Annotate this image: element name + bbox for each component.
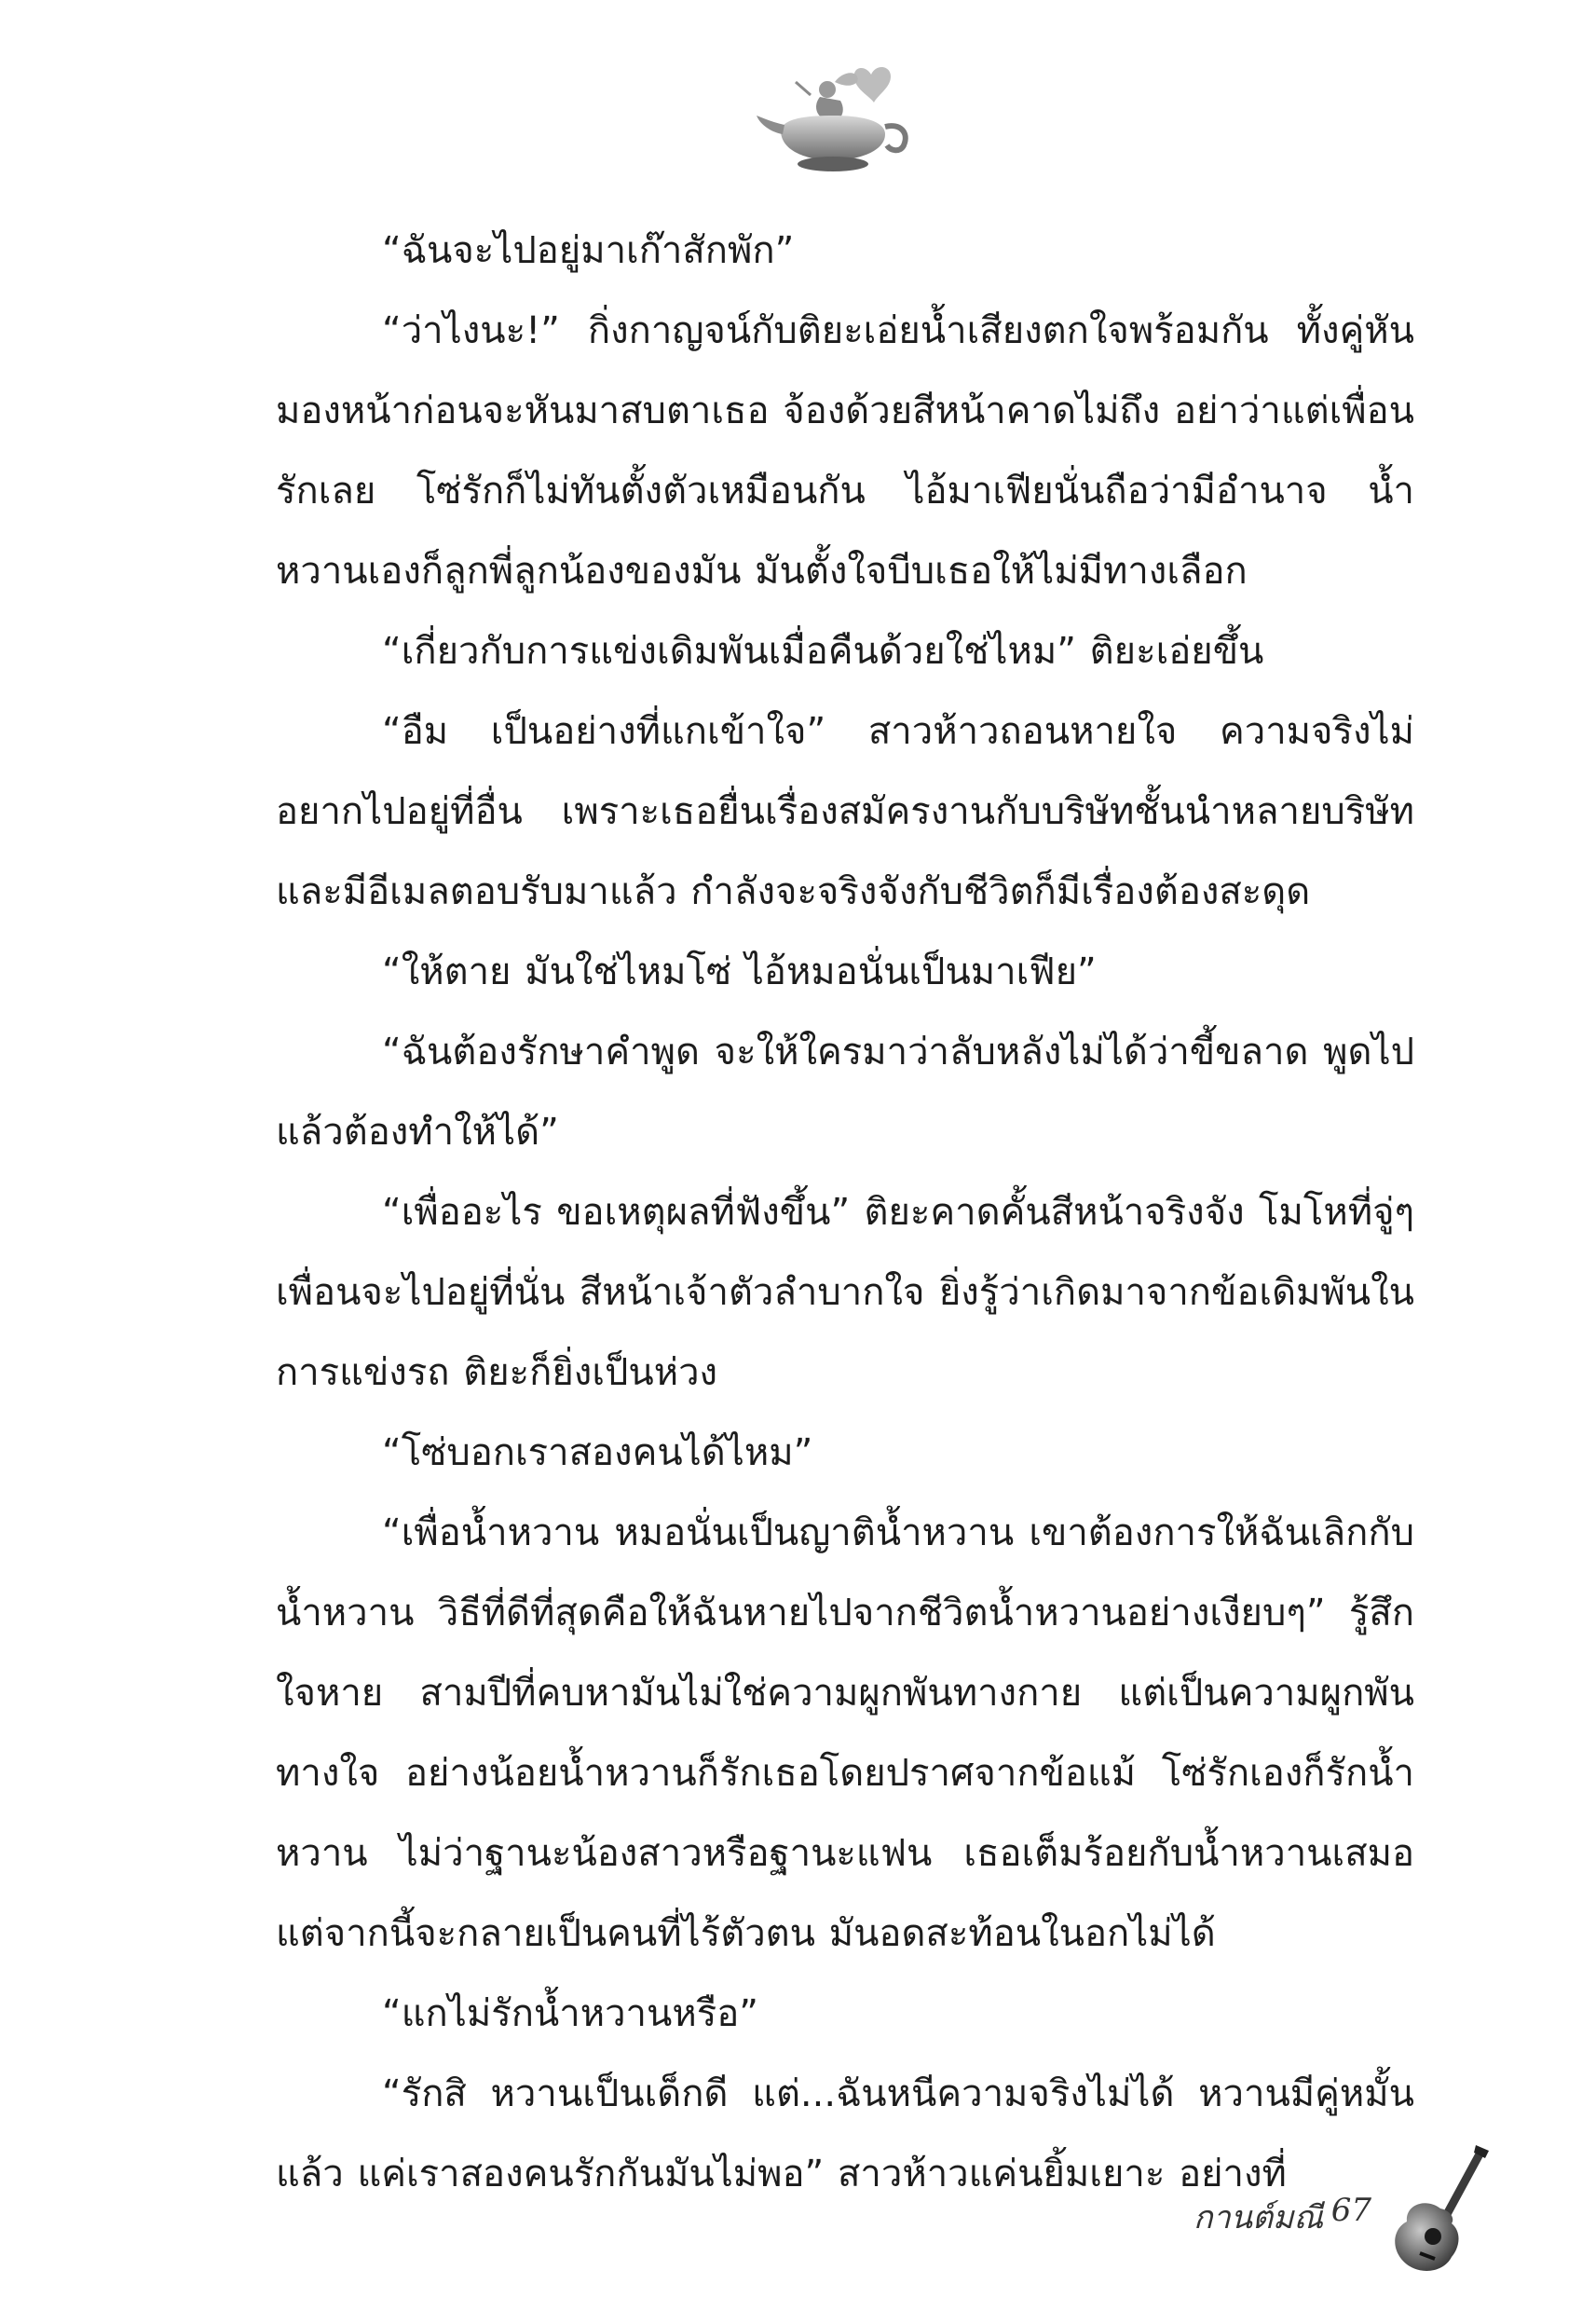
paragraph: “เกี่ยวกับการแข่งเดิมพันเมื่อคืนด้วยใช่ไหม” ติยะเอ่ยขึ้น xyxy=(382,630,1264,673)
paragraph: “ให้ตาย มันใช่ไหมโซ่ ไอ้หมอนั่นเป็นมาเฟีย” xyxy=(382,950,1097,993)
paragraph: “เพื่อน้ำหวาน หมอนั่นเป็นญาติน้ำหวาน เขาต้องการให้ฉันเลิกกับน้ำหวาน วิธีที่ดีที่สุดคือให้ฉันหายไปจากชีวิตน้ำหวานอย่างเงียบๆ” รู้สึกใจหาย สามปีที่คบหามันไม่ใช่ความผูกพันทางกาย แต่เป็นความผูกพันทางใจ อย่างน้อยน้ำหวานก็รักเธอโดยปราศจากข้อแม้ โซ่รักเองก็รักน้ำหวาน ไม่ว่าฐานะน้องสาวหรือฐานะแฟน เธอเต็มร้อยกับน้ำหวานเสมอ แต่จากนี้จะกลายเป็นคนที่ไร้ตัวตน มันอดสะท้อนในอกไม่ได้ xyxy=(276,1511,1414,1955)
body-text xyxy=(276,211,1414,2214)
paragraph: “โซ่บอกเราสองคนได้ไหม” xyxy=(382,1431,813,1474)
paragraph: “ว่าไงนะ!” กิ่งกาญจน์กับติยะเอ่ยน้ำเสียงตกใจพร้อมกัน ทั้งคู่หันมองหน้าก่อนจะหันมาสบตาเธอ จ้องด้วยสีหน้าคาดไม่ถึง อย่าว่าแต่เพื่อนรักเลย โซ่รักก็ไม่ทันตั้งตัวเหมือนกัน ไอ้มาเฟียนั่นถือว่ามีอำนาจ น้ำหวานเองก็ลูกพี่ลูกน้องของมัน มันตั้งใจบีบเธอให้ไม่มีทางเลือก xyxy=(276,309,1414,593)
page-number: 67 xyxy=(1330,2192,1371,2229)
paragraph: “ฉันจะไปอยู่มาเก๊าสักพัก” xyxy=(382,229,795,272)
paragraph: “แกไม่รักน้ำหวานหรือ” xyxy=(382,1992,758,2035)
paragraph: “เพื่ออะไร ขอเหตุผลที่ฟังขึ้น” ติยะคาดคั้นสีหน้าจริงจัง โมโหที่จู่ๆ เพื่อนจะไปอยู่ที่นั่น สีหน้าเจ้าตัวลำบากใจ ยิ่งรู้ว่าเกิดมาจากข้อเดิมพันในการแข่งรถ ติยะก็ยิ่งเป็นห่วง xyxy=(276,1191,1414,1394)
paragraph: “ฉันต้องรักษาคำพูด จะให้ใครมาว่าลับหลังไม่ได้ว่าขี้ขลาด พูดไปแล้วต้องทำให้ได้” xyxy=(276,1031,1414,1154)
page-footer xyxy=(1118,2143,1509,2283)
running-title: กานต์มณี xyxy=(1194,2199,1323,2236)
paragraph: “รักสิ หวานเป็นเด็กดี แต่...ฉันหนีความจริงไม่ได้ หวานมีคู่หมั้นแล้ว แค่เราสองคนรักกันมันไม่พอ” สาวห้าวแค่นยิ้มเยาะ อย่างที่ xyxy=(276,2072,1414,2195)
paragraph: “อืม เป็นอย่างที่แกเข้าใจ” สาวห้าวถอนหายใจ ความจริงไม่อยากไปอยู่ที่อื่น เพราะเธอยื่นเรื่องสมัครงานกับบริษัทชั้นนำหลายบริษัท และมีอีเมลตอบรับมาแล้ว กำลังจะจริงจังกับชีวิตก็มีเรื่องต้องสะดุด xyxy=(276,710,1414,913)
teapot-cherub-ornament-icon xyxy=(755,54,913,175)
guitar-icon xyxy=(1388,2143,1500,2283)
